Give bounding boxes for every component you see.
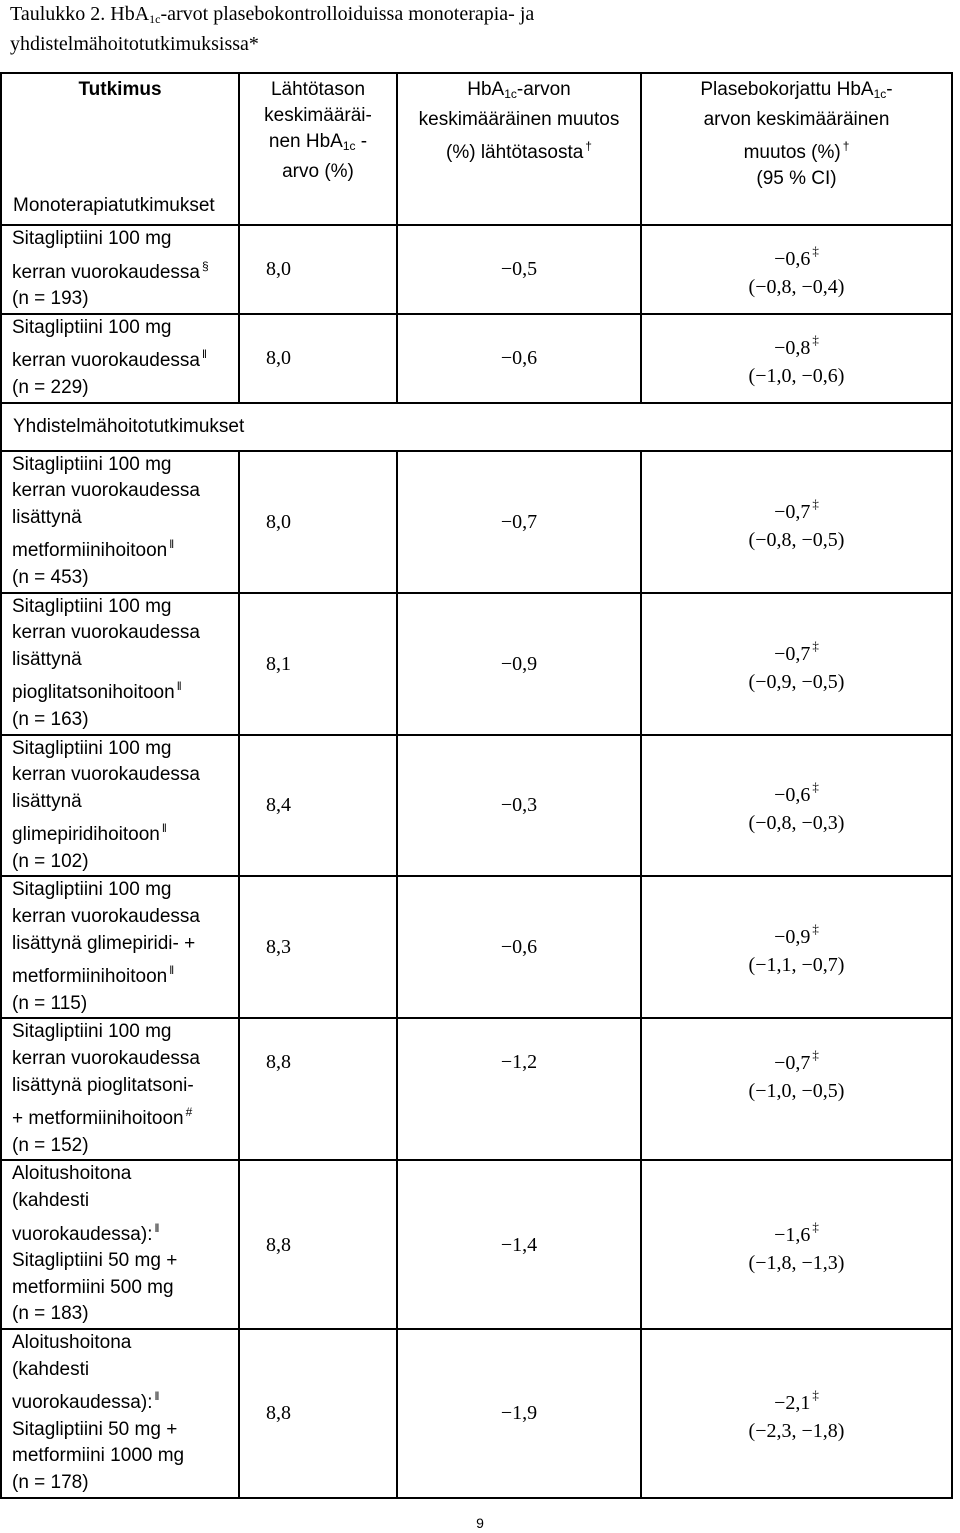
table-row bbox=[1, 1018, 952, 1160]
placebo-corrected-value: −0,7 ‡ (−0,9, −0,5) bbox=[641, 593, 952, 735]
row-label: Sitagliptiini 100 mg kerran vuorokaudessa lisättynä pioglitatsonihoitoon ‖ (n = 163) bbox=[1, 593, 239, 735]
baseline-value: 8,0 bbox=[239, 314, 397, 403]
change-value: −0,9 bbox=[397, 593, 641, 735]
row-label: Aloitushoitona (kahdesti vuorokaudessa): ‖ Sitagliptiini 50 mg + metformiini 500 mg (n = 183) bbox=[1, 1160, 239, 1329]
baseline-value: 8,3 bbox=[239, 876, 397, 1018]
table-row bbox=[1, 876, 952, 1018]
row-label: Sitagliptiini 100 mg kerran vuorokaudessa lisättynä glimepiridi- + metformiinihoitoon ‖ (n = 115) bbox=[1, 876, 239, 1018]
row-label: Sitagliptiini 100 mg kerran vuorokaudessa lisättynä glimepiridihoitoon ‖ (n = 102) bbox=[1, 735, 239, 877]
change-value: −0,5 bbox=[397, 225, 641, 314]
placebo-corrected-value: −0,7 ‡ (−1,0, −0,5) bbox=[641, 1018, 952, 1160]
placebo-corrected-value: −2,1 ‡ (−2,3, −1,8) bbox=[641, 1329, 952, 1498]
table-row bbox=[1, 314, 952, 403]
header-change: HbA$_{1c}$-arvon keskimääräinen muutos (%) lähtötasosta † bbox=[397, 73, 641, 225]
section-combination: Yhdistelmähoitotutkimukset bbox=[1, 403, 952, 451]
header-placebo-corrected: Plasebokorjattu HbA$_{1c}$- arvon keskimääräinen muutos (%) † (95 % CI) bbox=[641, 73, 952, 225]
table-row bbox=[1, 735, 952, 877]
placebo-corrected-value: −0,9 ‡ (−1,1, −0,7) bbox=[641, 876, 952, 1018]
row-label: Sitagliptiini 100 mg kerran vuorokaudessa § (n = 193) bbox=[1, 225, 239, 314]
placebo-corrected-value: −0,7 ‡ (−0,8, −0,5) bbox=[641, 451, 952, 593]
table-row bbox=[1, 1160, 952, 1329]
row-label: Sitagliptiini 100 mg kerran vuorokaudessa lisättynä metformiinihoitoon ‖ (n = 453) bbox=[1, 451, 239, 593]
row-label: Sitagliptiini 100 mg kerran vuorokaudessa lisättynä pioglitatsoni- + metformiinihoitoon # (n = 152) bbox=[1, 1018, 239, 1160]
placebo-corrected-value: −1,6 ‡ (−1,8, −1,3) bbox=[641, 1160, 952, 1329]
baseline-value: 8,4 bbox=[239, 735, 397, 877]
table-caption: Taulukko 2. HbA$_{1c}$-arvot plasebokontrolloiduissa monoterapia- ja yhdistelmähoitotutkimuksissa* bbox=[10, 3, 535, 55]
change-value: −1,2 bbox=[397, 1018, 641, 1160]
table-row bbox=[1, 593, 952, 735]
change-value: −1,9 bbox=[397, 1329, 641, 1498]
row-label: Aloitushoitona (kahdesti vuorokaudessa): ‖ Sitagliptiini 50 mg + metformiini 1000 mg (n = 178) bbox=[1, 1329, 239, 1498]
change-value: −0,3 bbox=[397, 735, 641, 877]
baseline-value: 8,0 bbox=[239, 225, 397, 314]
placebo-corrected-value: −0,6 ‡ (−0,8, −0,4) bbox=[641, 225, 952, 314]
baseline-value: 8,8 bbox=[239, 1160, 397, 1329]
hba1c-table bbox=[0, 72, 953, 1499]
header-row bbox=[1, 73, 952, 187]
baseline-value: 8,8 bbox=[239, 1018, 397, 1160]
page-number: 9 bbox=[476, 1515, 484, 1531]
header-study: Tutkimus bbox=[1, 73, 239, 187]
table-row bbox=[1, 225, 952, 314]
baseline-value: 8,0 bbox=[239, 451, 397, 593]
change-value: −0,6 bbox=[397, 876, 641, 1018]
row-label: Sitagliptiini 100 mg kerran vuorokaudessa ‖ (n = 229) bbox=[1, 314, 239, 403]
placebo-corrected-value: −0,8 ‡ (−1,0, −0,6) bbox=[641, 314, 952, 403]
table-row bbox=[1, 451, 952, 593]
change-value: −0,6 bbox=[397, 314, 641, 403]
table-row bbox=[1, 1329, 952, 1498]
change-value: −1,4 bbox=[397, 1160, 641, 1329]
section-monotherapy: Monoterapiatutkimukset bbox=[1, 187, 239, 225]
baseline-value: 8,8 bbox=[239, 1329, 397, 1498]
header-baseline: Lähtötason keskimääräi- nen HbA$_{1c}$ - arvo (%) bbox=[239, 73, 397, 225]
baseline-value: 8,1 bbox=[239, 593, 397, 735]
change-value: −0,7 bbox=[397, 451, 641, 593]
placebo-corrected-value: −0,6 ‡ (−0,8, −0,3) bbox=[641, 735, 952, 877]
